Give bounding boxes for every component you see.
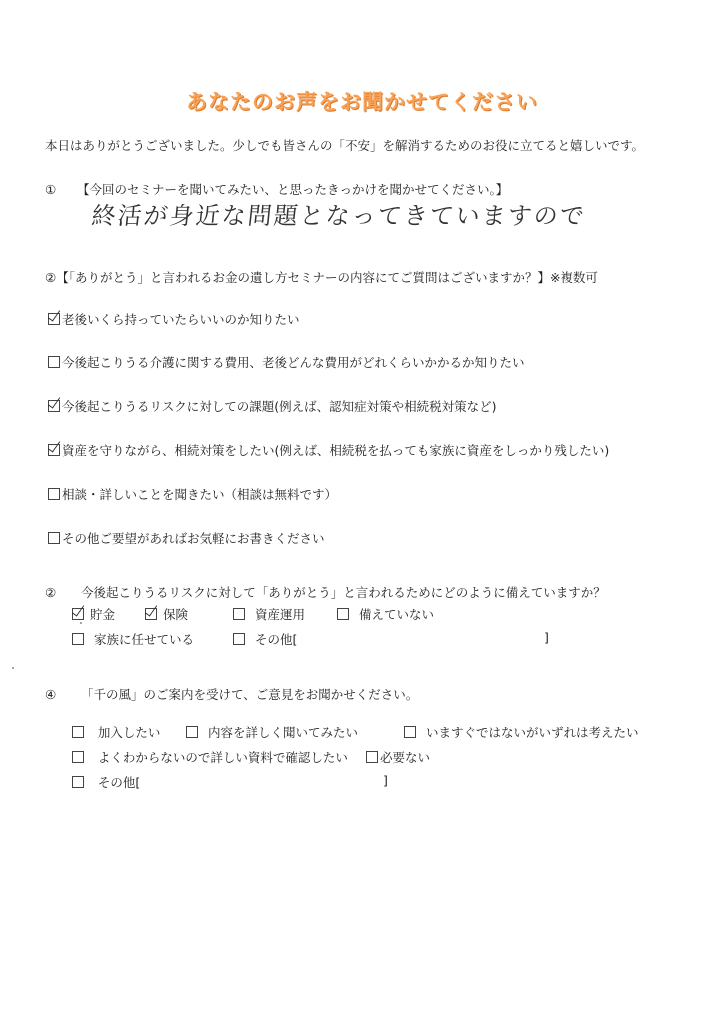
checkbox[interactable] xyxy=(48,532,60,544)
q4-option-label: よくわからないので詳しい資料で確認したい xyxy=(97,750,348,765)
q3-options-row-2 xyxy=(0,630,724,648)
q4-option-label: 必要ない xyxy=(380,750,431,765)
checkbox[interactable] xyxy=(404,726,416,738)
checkbox[interactable] xyxy=(366,751,378,763)
checkbox[interactable] xyxy=(337,608,349,620)
question-1-text: 【今回のセミナーを聞いてみたい、と思ったきっかけを聞かせてください。】 xyxy=(76,182,509,197)
checkbox[interactable] xyxy=(72,776,84,788)
q2-option-2[interactable] xyxy=(48,353,525,371)
checkbox[interactable] xyxy=(48,400,60,412)
checkbox[interactable] xyxy=(48,488,60,500)
checkbox[interactable] xyxy=(186,726,198,738)
q3-option-family[interactable] xyxy=(72,630,194,648)
q3-option-other[interactable] xyxy=(233,630,297,648)
q3-option-label: その他[ xyxy=(254,632,298,647)
question-1-answer[interactable]: 終活が身近な問題となってきていますので xyxy=(90,202,588,230)
q2-option-label: 相談・詳しいことを聞きたい（相談は無料です） xyxy=(62,487,338,502)
q4-option-label: 内容を詳しく聞いてみたい xyxy=(207,725,358,740)
question-1-number: ① xyxy=(45,182,57,197)
page-title: あなたのお声をお聞かせてください xyxy=(186,90,538,114)
q4-option-label: いますぐではないがいずれは考えたい xyxy=(425,725,639,740)
q4-option-details[interactable] xyxy=(186,723,358,741)
question-3 xyxy=(45,583,606,601)
question-4-number: ④ xyxy=(45,687,57,702)
checkbox[interactable] xyxy=(72,608,84,620)
q2-option-label: 今後起こりうる介護に関する費用、老後どんな費用がどれくらいかかるか知りたい xyxy=(62,355,525,370)
checkbox[interactable] xyxy=(145,608,157,620)
q3-option-label: 貯金 xyxy=(89,607,115,622)
q4-option-join[interactable] xyxy=(72,723,160,741)
checkbox[interactable] xyxy=(48,444,60,456)
q4-option-label: 加入したい xyxy=(97,725,161,740)
q3-option-label: 備えていない xyxy=(358,607,434,622)
q3-other-close-bracket: ] xyxy=(544,630,549,645)
question-2: ②【「ありがとう」と言われるお金の遺し方セミナーの内容にてご質問はございますか？】※複数可 xyxy=(45,270,598,285)
q2-option-3[interactable] xyxy=(48,397,497,415)
checkbox[interactable] xyxy=(233,608,245,620)
intro-text: 本日はありがとうございました。少しでも皆さんの「不安」を解消するためのお役に立てると嬉しいです。 xyxy=(45,138,645,153)
q4-option-other[interactable] xyxy=(72,773,140,791)
checkbox[interactable] xyxy=(233,633,245,645)
q4-other-close-bracket: ] xyxy=(383,773,388,788)
question-4 xyxy=(45,685,418,703)
q2-option-label: その他ご要望があればお気軽にお書きください xyxy=(62,531,325,546)
checkbox[interactable] xyxy=(72,726,84,738)
scan-speck xyxy=(80,622,82,624)
q4-option-later[interactable] xyxy=(404,723,638,741)
checkbox[interactable] xyxy=(72,633,84,645)
q4-option-materials[interactable] xyxy=(72,748,348,766)
q3-option-insurance[interactable] xyxy=(145,605,188,623)
q4-options-row-2 xyxy=(0,748,724,766)
q2-option-1[interactable] xyxy=(48,310,300,328)
checkbox[interactable] xyxy=(48,356,60,368)
q2-option-5[interactable] xyxy=(48,485,337,503)
q3-option-label: 資産運用 xyxy=(254,607,305,622)
q2-option-label: 今後起こりうるリスクに対しての課題(例えば、認知症対策や相続税対策など) xyxy=(62,399,497,414)
q2-option-4[interactable] xyxy=(48,441,609,459)
q4-options-row-1 xyxy=(0,723,724,741)
scan-speck xyxy=(12,667,14,669)
q4-option-label: その他[ xyxy=(97,775,141,790)
q3-option-not-prepared[interactable] xyxy=(337,605,434,623)
q2-option-label: 資産を守りながら、相続対策をしたい(例えば、相続税を払っても家族に資産をしっかり残したい) xyxy=(62,443,610,458)
question-3-number: ② xyxy=(45,585,57,600)
checkbox[interactable] xyxy=(48,313,60,325)
question-4-text: 「千の風」のご案内を受けて、ご意見をお聞かせください。 xyxy=(80,687,419,702)
q3-option-label: 家族に任せている xyxy=(93,632,194,647)
q3-option-label: 保険 xyxy=(162,607,188,622)
checkbox[interactable] xyxy=(72,751,84,763)
q2-option-label: 老後いくら持っていたらいいのか知りたい xyxy=(62,312,300,327)
q4-option-unneeded[interactable] xyxy=(366,748,430,766)
q3-options-row-1 xyxy=(0,605,724,623)
q2-option-6[interactable] xyxy=(48,529,325,547)
question-3-text: 今後起こりうるリスクに対して「ありがとう」と言われるためにどのように備えていますか？ xyxy=(80,585,606,600)
q4-options-row-3 xyxy=(0,773,724,791)
q3-option-investment[interactable] xyxy=(233,605,305,623)
q3-option-savings[interactable] xyxy=(72,605,115,623)
